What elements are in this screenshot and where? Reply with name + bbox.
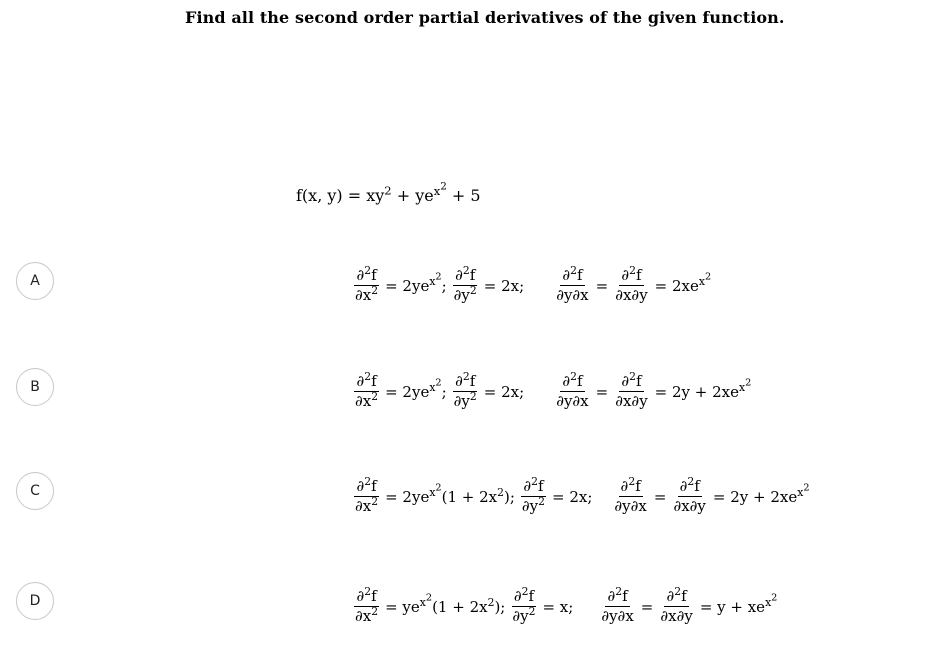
given-function: f(x, $y) = xy^2 + ye^{x^2} + 5$ [296,180,481,206]
option-c-button[interactable]: C [16,472,54,510]
option-b-button[interactable]: B [16,368,54,406]
question-text: Find all the second order partial derivatives of the given function. [185,8,785,27]
option-b-answer: $\frac{\partial^2f}{\partial x^2}$ = $2ye^{x^2}$; $\frac{\partial^2f}{\partial y^2}$ = 2x; $\frac{\partial^2f}{\partial y\partial x}$ = $\frac{\partial^2f}{\partial x\partial y}$ = $2y + 2xe^{x^2}$ [355,370,752,411]
option-d-button[interactable]: D [16,582,54,620]
option-a-button[interactable]: A [16,262,54,300]
option-a-answer: $\frac{\partial^2f}{\partial x^2}$ = $2ye^{x^2}$; $\frac{\partial^2f}{\partial y^2}$ = 2x; $\frac{\partial^2f}{\partial y\partial x}$ = $\frac{\partial^2f}{\partial x\partial y}$ = $2xe^{x^2}$ [355,264,712,305]
option-c-answer: $\frac{\partial^2f}{\partial x^2}$ = $2ye^{x^2}(1 + 2x^2)$; $\frac{\partial^2f}{\partial y^2}$ = 2x; $\frac{\partial^2f}{\partial y\partial x}$ = $\frac{\partial^2f}{\partial x\partial y}$ = $2y + 2xe^{x^2}$ [355,475,810,516]
option-d-answer: $\frac{\partial^2f}{\partial x^2}$ = $ye^{x^2}(1 + 2x^2)$; $\frac{\partial^2f}{\partial y^2}$ = x; $\frac{\partial^2f}{\partial y\partial x}$ = $\frac{\partial^2f}{\partial x\partial y}$ = $y + xe^{x^2}$ [355,585,778,626]
